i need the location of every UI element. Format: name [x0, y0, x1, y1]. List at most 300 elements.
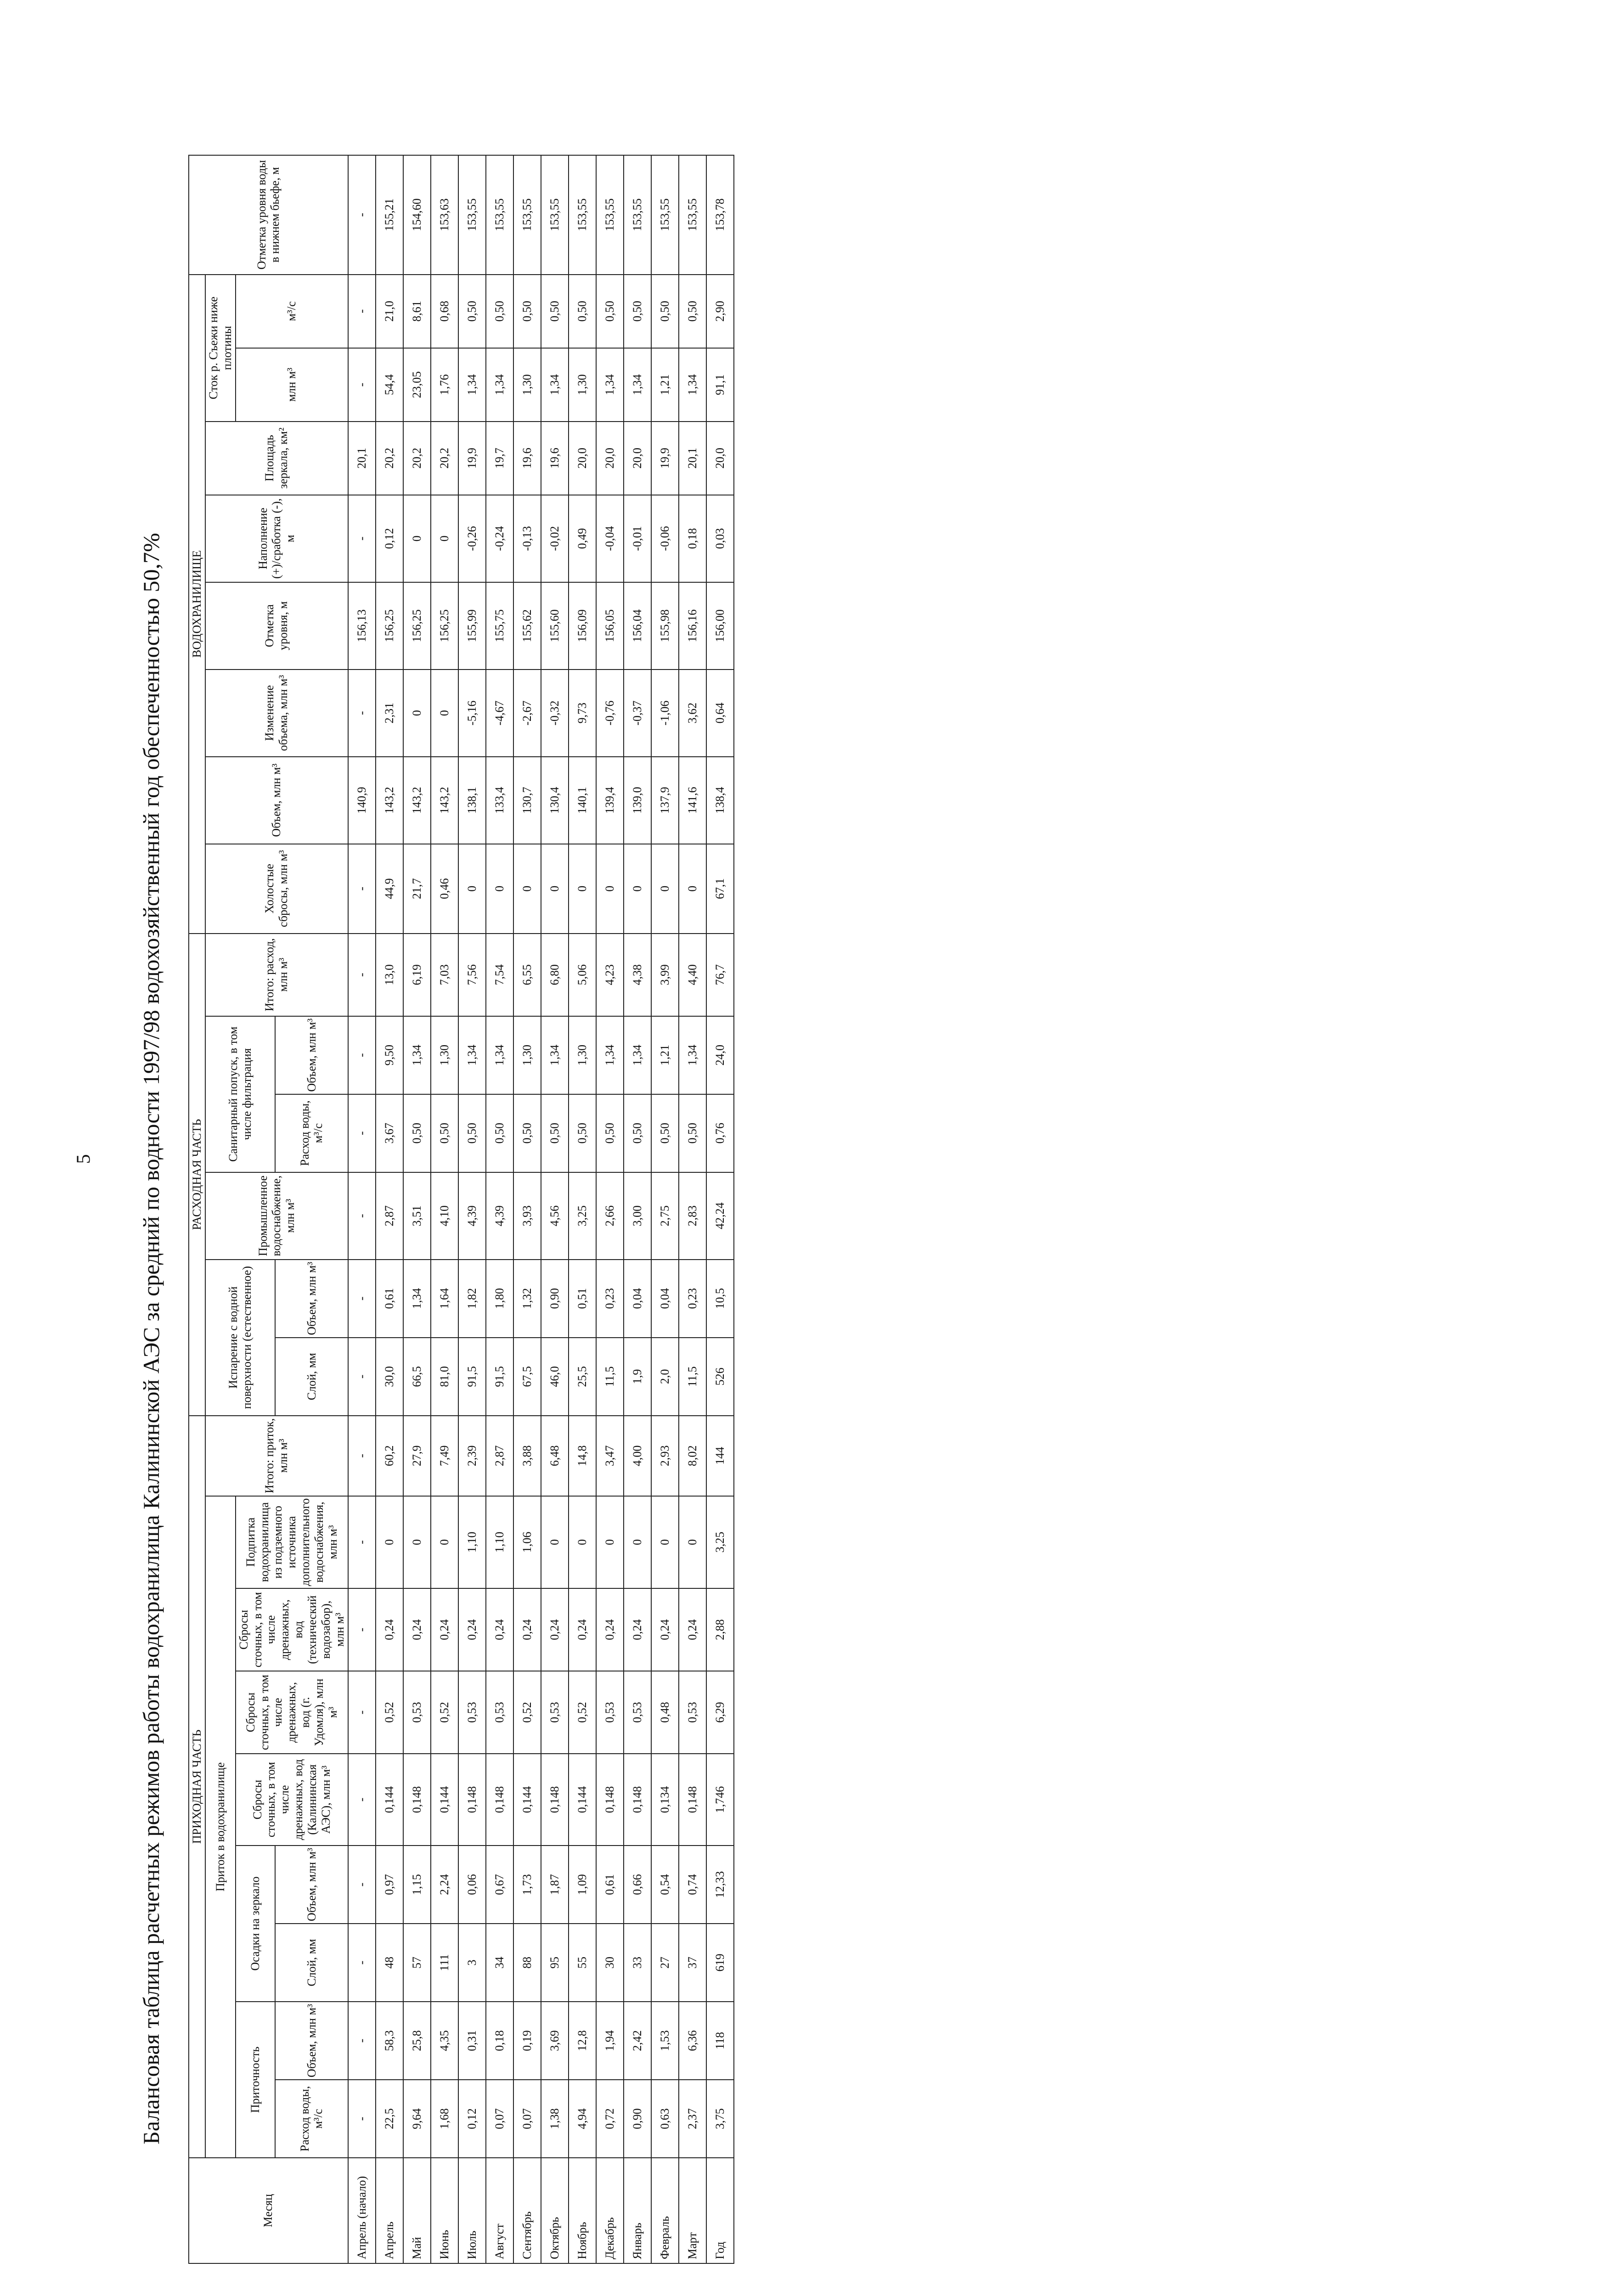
value-cell: 0,18	[679, 495, 706, 582]
header-tributary-volume: Объем, млн м³	[275, 2002, 348, 2080]
value-cell: 0,148	[596, 1754, 624, 1846]
value-cell: 1,34	[541, 348, 569, 422]
header-evap-layer: Слой, мм	[275, 1338, 348, 1416]
value-cell: 156,25	[403, 582, 431, 670]
value-cell: 6,36	[679, 2002, 706, 2080]
header-discharge-tech: Сбросы сточных, в том числе дренажных, вод (технический водозабор), млн м³	[236, 1588, 348, 1671]
value-cell: 1,34	[596, 348, 624, 422]
value-cell: 0,24	[679, 1588, 706, 1671]
value-cell: 2,87	[376, 1172, 403, 1260]
value-cell: 2,88	[706, 1588, 734, 1671]
value-cell: -	[348, 1416, 376, 1496]
value-cell: 0,24	[376, 1588, 403, 1671]
value-cell: 9,73	[569, 670, 596, 757]
value-cell: 2,87	[486, 1416, 513, 1496]
value-cell: 6,19	[403, 934, 431, 1016]
header-sanitary-rate: Расход воды, м³/с	[275, 1094, 348, 1172]
value-cell: 153,55	[624, 155, 651, 275]
value-cell: 1,34	[458, 348, 486, 422]
value-cell: 137,9	[651, 757, 679, 844]
value-cell: 0,48	[651, 1671, 679, 1754]
value-cell: 0,67	[486, 1846, 513, 1924]
value-cell: 20,2	[431, 422, 458, 495]
value-cell: 0,134	[651, 1754, 679, 1846]
value-cell: 156,05	[596, 582, 624, 670]
value-cell: 1,73	[513, 1846, 541, 1924]
table-row	[596, 155, 624, 2263]
header-volume: Объем, млн м³	[205, 757, 348, 844]
header-reservoir: ВОДОХРАНИЛИЩЕ	[189, 275, 205, 934]
value-cell: -	[348, 1260, 376, 1338]
header-evap-volume: Объем, млн м³	[275, 1260, 348, 1338]
value-cell: 156,00	[706, 582, 734, 670]
value-cell: 0,50	[458, 1094, 486, 1172]
value-cell: 2,66	[596, 1172, 624, 1260]
value-cell: 88	[513, 1924, 541, 2002]
value-cell: 0,46	[431, 844, 458, 934]
value-cell: 20,2	[376, 422, 403, 495]
value-cell: 1,68	[431, 2080, 458, 2158]
value-cell: 67,1	[706, 844, 734, 934]
value-cell: 3	[458, 1924, 486, 2002]
value-cell: 1,21	[651, 348, 679, 422]
value-cell: 153,55	[569, 155, 596, 275]
value-cell: 1,30	[569, 1016, 596, 1094]
value-cell: 58,3	[376, 2002, 403, 2080]
value-cell: 12,8	[569, 2002, 596, 2080]
value-cell: -	[348, 275, 376, 348]
value-cell: -0,76	[596, 670, 624, 757]
value-cell: 30	[596, 1924, 624, 2002]
value-cell: 139,0	[624, 757, 651, 844]
value-cell: 10,5	[706, 1260, 734, 1338]
value-cell: 0,52	[513, 1671, 541, 1754]
value-cell: 0	[679, 1496, 706, 1588]
value-cell: 2,37	[679, 2080, 706, 2158]
value-cell: 1,09	[569, 1846, 596, 1924]
value-cell: -0,37	[624, 670, 651, 757]
value-cell: 19,6	[541, 422, 569, 495]
value-cell: 20,0	[706, 422, 734, 495]
value-cell: 1,34	[624, 1016, 651, 1094]
value-cell: 130,4	[541, 757, 569, 844]
value-cell: 153,55	[651, 155, 679, 275]
value-cell: 155,62	[513, 582, 541, 670]
header-sanitary-volume: Объем, млн м³	[275, 1016, 348, 1094]
value-cell: 1,34	[541, 1016, 569, 1094]
value-cell: 0,50	[486, 275, 513, 348]
value-cell: 153,55	[541, 155, 569, 275]
value-cell: 1,30	[569, 348, 596, 422]
value-cell: 0,50	[624, 275, 651, 348]
value-cell: 153,55	[596, 155, 624, 275]
value-cell: 0,50	[513, 275, 541, 348]
value-cell: -5,16	[458, 670, 486, 757]
table-row	[486, 155, 513, 2263]
month-cell: Сентябрь	[513, 2158, 541, 2263]
value-cell: 140,1	[569, 757, 596, 844]
value-cell: -	[348, 1671, 376, 1754]
value-cell: 144	[706, 1416, 734, 1496]
value-cell: 139,4	[596, 757, 624, 844]
value-cell: 0,53	[458, 1671, 486, 1754]
value-cell: -0,06	[651, 495, 679, 582]
value-cell: 3,69	[541, 2002, 569, 2080]
value-cell: 0,64	[706, 670, 734, 757]
value-cell: 0,23	[596, 1260, 624, 1338]
value-cell: 20,0	[596, 422, 624, 495]
value-cell: 1,64	[431, 1260, 458, 1338]
month-cell: Август	[486, 2158, 513, 2263]
value-cell: 143,2	[403, 757, 431, 844]
value-cell: 4,56	[541, 1172, 569, 1260]
value-cell: 156,09	[569, 582, 596, 670]
value-cell: 9,50	[376, 1016, 403, 1094]
balance-table	[188, 155, 734, 2264]
table-row	[376, 155, 403, 2263]
value-cell: -	[348, 1754, 376, 1846]
value-cell: 0,61	[596, 1846, 624, 1924]
value-cell: 1,94	[596, 2002, 624, 2080]
value-cell: 1,10	[486, 1496, 513, 1588]
value-cell: 0,50	[403, 1094, 431, 1172]
value-cell: 0	[486, 844, 513, 934]
value-cell: -	[348, 1924, 376, 2002]
value-cell: 0,54	[651, 1846, 679, 1924]
value-cell: 2,39	[458, 1416, 486, 1496]
table-row	[541, 155, 569, 2263]
value-cell: 0,50	[458, 275, 486, 348]
value-cell: 4,35	[431, 2002, 458, 2080]
value-cell: 44,9	[376, 844, 403, 934]
header-runoff-volume: млн м³	[236, 348, 348, 422]
value-cell: 24,0	[706, 1016, 734, 1094]
value-cell: 3,00	[624, 1172, 651, 1260]
value-cell: 0	[679, 844, 706, 934]
header-month: Месяц	[189, 2158, 348, 2263]
value-cell: 1,30	[431, 1016, 458, 1094]
value-cell: 526	[706, 1338, 734, 1416]
header-runoff: Сток р. Съежи ниже плотины	[205, 275, 236, 422]
value-cell: -1,06	[651, 670, 679, 757]
value-cell: 1,34	[403, 1016, 431, 1094]
value-cell: 0,53	[403, 1671, 431, 1754]
value-cell: 1,34	[596, 1016, 624, 1094]
value-cell: 0,12	[458, 2080, 486, 2158]
table-row	[348, 155, 376, 2263]
value-cell: 0,74	[679, 1846, 706, 1924]
value-cell: 155,60	[541, 582, 569, 670]
value-cell: 0,06	[458, 1846, 486, 1924]
value-cell: 2,24	[431, 1846, 458, 1924]
value-cell: 0,97	[376, 1846, 403, 1924]
value-cell: 0,50	[596, 1094, 624, 1172]
value-cell: 143,2	[376, 757, 403, 844]
value-cell: -0,01	[624, 495, 651, 582]
value-cell: 7,49	[431, 1416, 458, 1496]
value-cell: 0,148	[624, 1754, 651, 1846]
value-cell: 8,02	[679, 1416, 706, 1496]
value-cell: 0,144	[431, 1754, 458, 1846]
month-cell: Апрель	[376, 2158, 403, 2263]
value-cell: 20,0	[624, 422, 651, 495]
value-cell: 155,75	[486, 582, 513, 670]
value-cell: 1,30	[513, 348, 541, 422]
value-cell: 4,10	[431, 1172, 458, 1260]
value-cell: 153,55	[486, 155, 513, 275]
value-cell: 1,76	[431, 348, 458, 422]
value-cell: 138,1	[458, 757, 486, 844]
value-cell: 0,144	[513, 1754, 541, 1846]
value-cell: -	[348, 1172, 376, 1260]
value-cell: 2,93	[651, 1416, 679, 1496]
value-cell: 0,24	[403, 1588, 431, 1671]
value-cell: 0	[458, 844, 486, 934]
value-cell: -	[348, 844, 376, 934]
value-cell: 0,07	[513, 2080, 541, 2158]
value-cell: 1,38	[541, 2080, 569, 2158]
value-cell: 1,21	[651, 1016, 679, 1094]
value-cell: 14,8	[569, 1416, 596, 1496]
value-cell: 3,88	[513, 1416, 541, 1496]
value-cell: -	[348, 1016, 376, 1094]
value-cell: 4,00	[624, 1416, 651, 1496]
value-cell: -0,02	[541, 495, 569, 582]
value-cell: 1,746	[706, 1754, 734, 1846]
value-cell: 7,54	[486, 934, 513, 1016]
value-cell: 91,1	[706, 348, 734, 422]
value-cell: 0,04	[651, 1260, 679, 1338]
value-cell: 0,148	[486, 1754, 513, 1846]
value-cell: 1,34	[624, 348, 651, 422]
month-cell: Март	[679, 2158, 706, 2263]
value-cell: 111	[431, 1924, 458, 2002]
value-cell: 0,52	[376, 1671, 403, 1754]
value-cell: 0	[651, 1496, 679, 1588]
table-row	[458, 155, 486, 2263]
value-cell: 118	[706, 2002, 734, 2080]
value-cell: 4,23	[596, 934, 624, 1016]
value-cell: 155,98	[651, 582, 679, 670]
value-cell: 0,24	[569, 1588, 596, 1671]
value-cell: -0,24	[486, 495, 513, 582]
value-cell: 0,61	[376, 1260, 403, 1338]
value-cell: -	[348, 1496, 376, 1588]
value-cell: 1,34	[679, 1016, 706, 1094]
value-cell: -	[348, 670, 376, 757]
value-cell: 0,148	[541, 1754, 569, 1846]
value-cell: 55	[569, 1924, 596, 2002]
value-cell: 23,05	[403, 348, 431, 422]
value-cell: 3,93	[513, 1172, 541, 1260]
value-cell: 66,5	[403, 1338, 431, 1416]
value-cell: 19,7	[486, 422, 513, 495]
value-cell: 2,0	[651, 1338, 679, 1416]
header-outflow-part: РАСХОДНАЯ ЧАСТЬ	[189, 934, 205, 1416]
value-cell: -	[348, 934, 376, 1016]
header-discharge-udomlya: Сбросы сточных, в том числе дренажных, вод (г. Удомля), млн м³	[236, 1671, 348, 1754]
value-cell: 133,4	[486, 757, 513, 844]
value-cell: 0,24	[596, 1588, 624, 1671]
value-cell: 0,50	[486, 1094, 513, 1172]
value-cell: 4,39	[486, 1172, 513, 1260]
value-cell: 130,7	[513, 757, 541, 844]
header-underground-supply: Подпитка водохранилища из подземного источника дополнительного водоснабжения, млн м³	[236, 1496, 348, 1588]
value-cell: 4,40	[679, 934, 706, 1016]
value-cell: 0,50	[541, 1094, 569, 1172]
value-cell: 0,50	[596, 275, 624, 348]
header-tributary: Приточность	[236, 2002, 276, 2158]
header-industrial-supply: Промышленное водоснабжение, млн м³	[205, 1172, 348, 1260]
value-cell: 0	[596, 844, 624, 934]
value-cell: 156,25	[431, 582, 458, 670]
value-cell: 0	[403, 670, 431, 757]
header-downstream-level: Отметка уровня воды в нижнем бьефе, м	[189, 155, 348, 275]
value-cell: 0	[513, 844, 541, 934]
header-sanitary-release: Санитарный попуск, в том числе фильтрация	[205, 1016, 275, 1172]
value-cell: 0,12	[376, 495, 403, 582]
value-cell: 8,61	[403, 275, 431, 348]
value-cell: 60,2	[376, 1416, 403, 1496]
value-cell: 20,0	[569, 422, 596, 495]
value-cell: 153,55	[458, 155, 486, 275]
month-cell: Октябрь	[541, 2158, 569, 2263]
value-cell: 37	[679, 1924, 706, 2002]
month-cell: Июль	[458, 2158, 486, 2263]
value-cell: 20,1	[348, 422, 376, 495]
value-cell: 3,25	[706, 1496, 734, 1588]
value-cell: 0,68	[431, 275, 458, 348]
value-cell: 1,34	[458, 1016, 486, 1094]
table-row	[624, 155, 651, 2263]
value-cell: 11,5	[679, 1338, 706, 1416]
value-cell: -0,04	[596, 495, 624, 582]
header-runoff-rate: м³/с	[236, 275, 348, 348]
value-cell: 3,47	[596, 1416, 624, 1496]
month-cell: Декабрь	[596, 2158, 624, 2263]
value-cell: 0,53	[679, 1671, 706, 1754]
value-cell: 3,67	[376, 1094, 403, 1172]
value-cell: 5,06	[569, 934, 596, 1016]
value-cell: 156,13	[348, 582, 376, 670]
value-cell: 0,24	[513, 1588, 541, 1671]
value-cell: 13,0	[376, 934, 403, 1016]
header-evaporation: Испарение с водной поверхности (естественное)	[205, 1260, 275, 1416]
table-row	[569, 155, 596, 2263]
value-cell: 0,50	[651, 1094, 679, 1172]
value-cell: 21,7	[403, 844, 431, 934]
value-cell: 0,04	[624, 1260, 651, 1338]
value-cell: 0,148	[458, 1754, 486, 1846]
header-total-outflow: Итого: расход, млн м³	[205, 934, 348, 1016]
value-cell: 2,31	[376, 670, 403, 757]
header-total-inflow: Итого: приток, млн м³	[205, 1416, 348, 1496]
value-cell: 6,55	[513, 934, 541, 1016]
value-cell: -	[348, 2080, 376, 2158]
header-precip-volume: Объем, млн м³	[275, 1846, 348, 1924]
value-cell: 0	[651, 844, 679, 934]
value-cell: 95	[541, 1924, 569, 2002]
value-cell: 0,18	[486, 2002, 513, 2080]
value-cell: 3,51	[403, 1172, 431, 1260]
value-cell: 2,75	[651, 1172, 679, 1260]
value-cell: 57	[403, 1924, 431, 2002]
value-cell: 91,5	[486, 1338, 513, 1416]
table-row	[651, 155, 679, 2263]
value-cell: 138,4	[706, 757, 734, 844]
value-cell: 3,99	[651, 934, 679, 1016]
value-cell: 0,24	[624, 1588, 651, 1671]
value-cell: 140,9	[348, 757, 376, 844]
value-cell: 7,03	[431, 934, 458, 1016]
month-cell: Февраль	[651, 2158, 679, 2263]
table-row	[513, 155, 541, 2263]
value-cell: 46,0	[541, 1338, 569, 1416]
value-cell: 0,148	[679, 1754, 706, 1846]
value-cell: 4,38	[624, 934, 651, 1016]
month-cell: Май	[403, 2158, 431, 2263]
value-cell: 0,53	[624, 1671, 651, 1754]
value-cell: 155,99	[458, 582, 486, 670]
value-cell: 0,03	[706, 495, 734, 582]
value-cell: 0,66	[624, 1846, 651, 1924]
value-cell: 20,1	[679, 422, 706, 495]
value-cell: 0,24	[486, 1588, 513, 1671]
value-cell: 2,83	[679, 1172, 706, 1260]
value-cell: 0,72	[596, 2080, 624, 2158]
value-cell: 19,6	[513, 422, 541, 495]
value-cell: -2,67	[513, 670, 541, 757]
value-cell: 154,60	[403, 155, 431, 275]
header-inflow-to-reservoir: Приток в водохранилище	[205, 1496, 236, 2158]
value-cell: 153,78	[706, 155, 734, 275]
value-cell: 6,48	[541, 1416, 569, 1496]
value-cell: -0,26	[458, 495, 486, 582]
value-cell: 0,53	[486, 1671, 513, 1754]
value-cell: 1,80	[486, 1260, 513, 1338]
value-cell: 1,34	[486, 348, 513, 422]
value-cell: 0,23	[679, 1260, 706, 1338]
value-cell: 0	[431, 670, 458, 757]
value-cell: 20,2	[403, 422, 431, 495]
value-cell: -	[348, 1338, 376, 1416]
value-cell: 0	[624, 844, 651, 934]
header-fill: Наполнение (+)/сработка (-), м	[205, 495, 348, 582]
value-cell: 0,144	[569, 1754, 596, 1846]
value-cell: 67,5	[513, 1338, 541, 1416]
value-cell: 3,25	[569, 1172, 596, 1260]
value-cell: 0,50	[679, 275, 706, 348]
value-cell: 155,21	[376, 155, 403, 275]
value-cell: 156,04	[624, 582, 651, 670]
header-volume-change: Изменение объема, млн м³	[205, 670, 348, 757]
month-cell: Январь	[624, 2158, 651, 2263]
value-cell: 0,51	[569, 1260, 596, 1338]
value-cell: 1,10	[458, 1496, 486, 1588]
value-cell: 0	[403, 1496, 431, 1588]
value-cell: 0,90	[624, 2080, 651, 2158]
value-cell: 156,16	[679, 582, 706, 670]
value-cell: 0	[541, 844, 569, 934]
value-cell: 19,9	[458, 422, 486, 495]
header-inflow-part: ПРИХОДНАЯ ЧАСТЬ	[189, 1416, 205, 2158]
value-cell: -4,67	[486, 670, 513, 757]
value-cell: 9,64	[403, 2080, 431, 2158]
value-cell: 91,5	[458, 1338, 486, 1416]
page-number: 5	[73, 1154, 95, 1164]
value-cell: 0,53	[596, 1671, 624, 1754]
value-cell: 0,24	[458, 1588, 486, 1671]
